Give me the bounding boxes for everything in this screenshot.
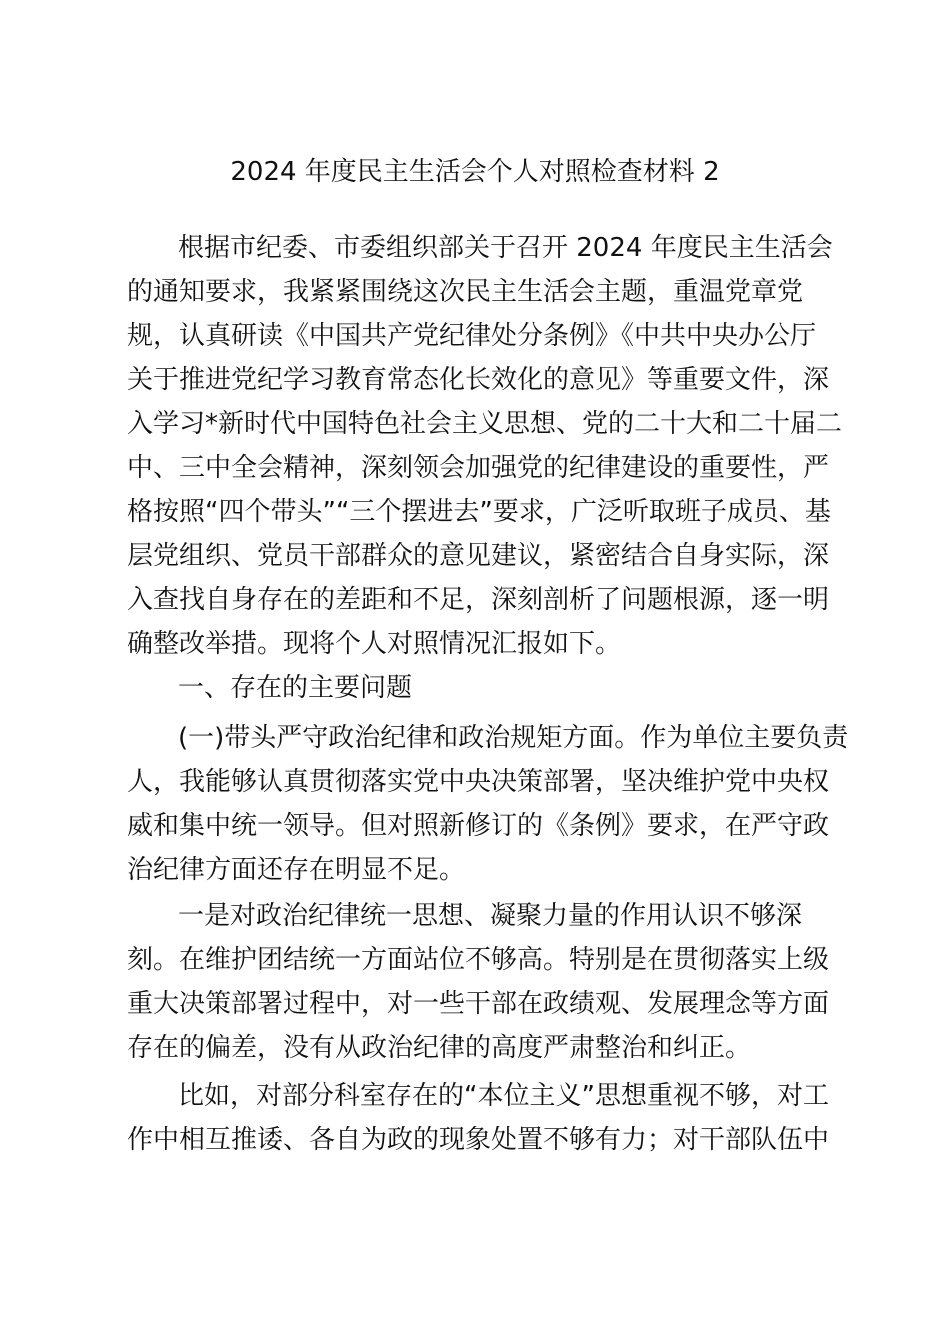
- paragraph-line: (一)带头严守政治纪律和政治规矩方面。作为单位主要负责: [178, 723, 849, 753]
- section-heading: 一、存在的主要问题: [178, 673, 413, 703]
- paragraph-line: 人，我能够认真贯彻落实党中央决策部署，坚决维护党中央权: [127, 767, 830, 797]
- paragraph-line: 威和集中统一领导。但对照新修订的《条例》要求，在严守政: [127, 811, 830, 841]
- paragraph-line: 确整改举措。现将个人对照情况汇报如下。: [127, 629, 622, 659]
- paragraph-line: 刻。在维护团结统一方面站位不够高。特别是在贯彻落实上级: [127, 945, 830, 975]
- paragraph-line: 根据市纪委、市委组织部关于召开 2024 年度民主生活会: [178, 233, 833, 263]
- paragraph-line: 中、三中全会精神，深刻领会加强党的纪律建设的重要性，严: [127, 453, 830, 483]
- paragraph-line: 规，认真研读《中国共产党纪律处分条例》《中共中央办公厅: [127, 321, 817, 351]
- paragraph-line: 关于推进党纪学习教育常态化长效化的意见》等重要文件，深: [127, 365, 830, 395]
- paragraph-line: 一是对政治纪律统一思想、凝聚力量的作用认识不够深: [178, 901, 803, 931]
- paragraph-line: 作中相互推诿、各自为政的现象处置不够有力；对干部队伍中: [127, 1125, 830, 1155]
- paragraph-line: 格按照“四个带头”“三个摆进去”要求，广泛听取班子成员、基: [127, 497, 831, 527]
- paragraph-line: 层党组织、党员干部群众的意见建议，紧密结合自身实际，深: [127, 541, 830, 571]
- paragraph-line: 的通知要求，我紧紧围绕这次民主生活会主题，重温党章党: [127, 277, 804, 307]
- paragraph-line: 重大决策部署过程中，对一些干部在政绩观、发展理念等方面: [127, 989, 830, 1019]
- paragraph-line: 治纪律方面还存在明显不足。: [127, 855, 466, 885]
- document-title: 2024 年度民主生活会个人对照检查材料 2: [230, 157, 720, 187]
- paragraph-line: 入查找自身存在的差距和不足，深刻剖析了问题根源，逐一明: [127, 585, 830, 615]
- paragraph-line: 比如，对部分科室存在的“本位主义”思想重视不够，对工: [178, 1081, 829, 1111]
- paragraph-line: 入学习*新时代中国特色社会主义思想、党的二十大和二十届二: [127, 409, 843, 439]
- paragraph-line: 存在的偏差，没有从政治纪律的高度严肃整治和纠正。: [127, 1033, 752, 1063]
